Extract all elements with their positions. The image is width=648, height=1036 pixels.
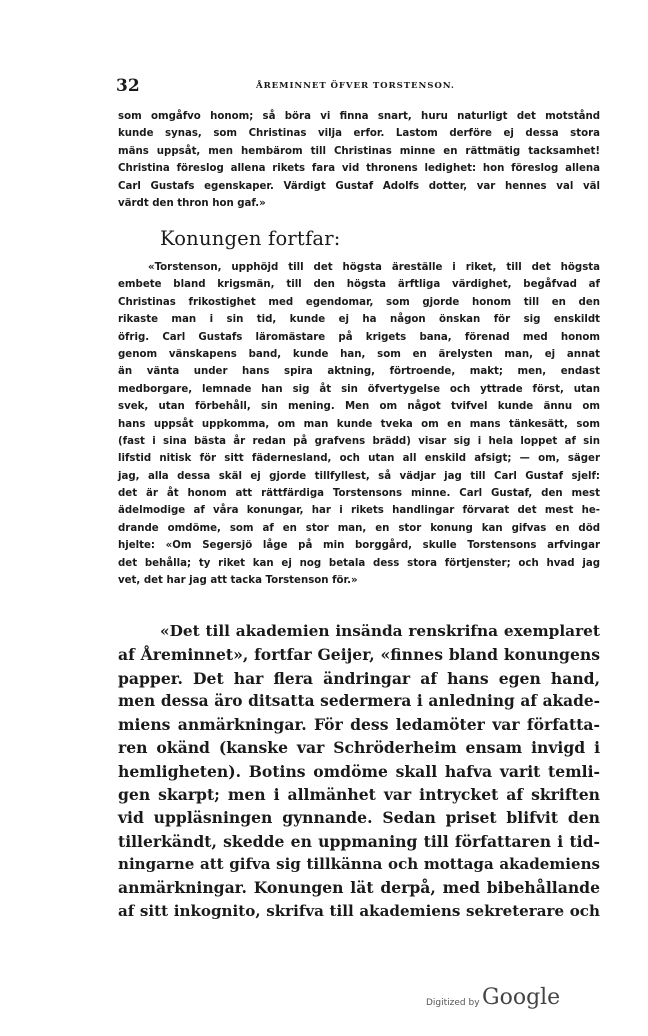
quote-continuation (118, 108, 600, 212)
text-line: (fast i sina bästa år redan på grafvens brädd) visar sig i hela loppet af sin (118, 435, 600, 447)
text-line: som omgåfvo honom; så böra vi finna snart, huru naturligt det motstånd (118, 111, 600, 122)
text-line: svek, utan förbehåll, sin mening. Men om något tvifvel kunde ännu om (118, 401, 600, 413)
body-paragraph (118, 620, 600, 923)
page-number: 32 (116, 76, 140, 96)
text-line: hjelte: «Om Segersjö låge på min borggård, skulle Torstensons arfvingar (118, 540, 600, 552)
running-head: ÅREMINNET ÖFVER TORSTENSON. (256, 81, 455, 91)
text-line: kunde synas, som Christinas vilja erfor. Lastom derföre ej dessa stora (118, 128, 600, 140)
section-subhead: Konungen fortfar: (160, 227, 341, 250)
text-line: det är åt honom att rättfärdiga Torstensons minne. Carl Gustaf, den mest (118, 488, 600, 500)
text-line: mäns uppsåt, men hembärom till Christinas minne en rättmätig tacksamhet! (118, 145, 600, 157)
text-line: Carl Gustafs egenskaper. Värdigt Gustaf Adolfs dotter, var hennes val väl (118, 180, 600, 192)
text-line: «Det till akademien insända renskrifna exemplaret (160, 622, 600, 640)
text-line: lifstid nitisk för sitt fädernesland, och utan all enskild afsigt; — om, säger (118, 453, 600, 465)
text-line: medborgare, lemnade han sig åt sin öfvertygelse och yttrade först, utan (118, 383, 600, 395)
text-line: hans uppsåt uppkomma, om man kunde tveka om en mans tänkesätt, som (118, 418, 600, 430)
text-line: ningarne att gifva sig tillkänna och mottaga akademiens (118, 854, 600, 873)
text-line: embete bland krigsmän, till den högsta ärftliga värdighet, begåfvad af (118, 279, 600, 291)
text-line: rikaste man i sin tid, kunde ej ha någon önskan för sig enskildt (118, 314, 600, 326)
text-line: Christina föreslog allena rikets fara vid thronens ledighet: hon föreslog allena (118, 163, 600, 175)
digitized-by-text: Digitized by (426, 998, 480, 1008)
text-line: gen skarpt; men i allmänhet var intrycket af skriften (118, 785, 600, 805)
text-line: papper. Det har flera ändringar af hans egen hand, (118, 668, 600, 688)
text-line: genom vänskapens band, kunde han, som en ärelysten man, ej annat (118, 348, 600, 360)
text-line: ren okänd (kanske var Schröderheim ensam invigd i (118, 738, 600, 758)
king-quote-block (118, 259, 600, 589)
text-line: vid uppläsningen gynnande. Sedan priset blifvit den (118, 808, 600, 828)
text-line: Christinas frikostighet med egendomar, som gjorde honom till en den (118, 296, 600, 308)
text-line: än vänta under hans spira aktning, förtroende, makt; men, endast (118, 366, 600, 378)
text-line: öfrig. Carl Gustafs läromästare på krigets bana, förenad med honom (118, 331, 600, 343)
text-line: miens anmärkningar. För dess ledamöter var författa- (118, 715, 600, 735)
text-line: drande omdöme, som af en stor man, en stor konung kan gifvas en död (118, 522, 600, 534)
text-line: vet, det har jag att tacka Torstenson för.» (118, 575, 358, 587)
text-line: «Torstenson, upphöjd till det högsta äreställe i riket, till det högsta (148, 262, 600, 273)
text-line: det behålla; ty riket kan ej nog betala dess stora förtjenster; och hvad jag (118, 557, 600, 569)
text-line: ädelmodige af våra konungar, har i rikets handlingar förvarat det mest he- (118, 505, 600, 517)
page-header (116, 76, 600, 98)
text-line: af Åreminnet», fortfar Geijer, «finnes bland konungens (118, 645, 600, 665)
text-line: tillerkändt, skedde en uppmaning till författaren i tid- (118, 831, 600, 851)
text-line: värdt den thron hon gaf.» (118, 197, 266, 209)
google-logo: Google (482, 985, 561, 1010)
text-line: af sitt inkognito, skrifva till akademiens sekreterare och (118, 901, 600, 920)
text-line: men dessa äro ditsatta sedermera i anledning af akade- (118, 691, 600, 710)
text-line: jag, alla dessa skäl ej gjorde tillfyllest, så vädjar jag till Carl Gustaf sjelf: (118, 470, 600, 482)
text-line: anmärkningar. Konungen lät derpå, med bibehållande (118, 878, 600, 898)
text-line: hemligheten). Botins omdöme skall hafva varit temli- (118, 761, 600, 781)
